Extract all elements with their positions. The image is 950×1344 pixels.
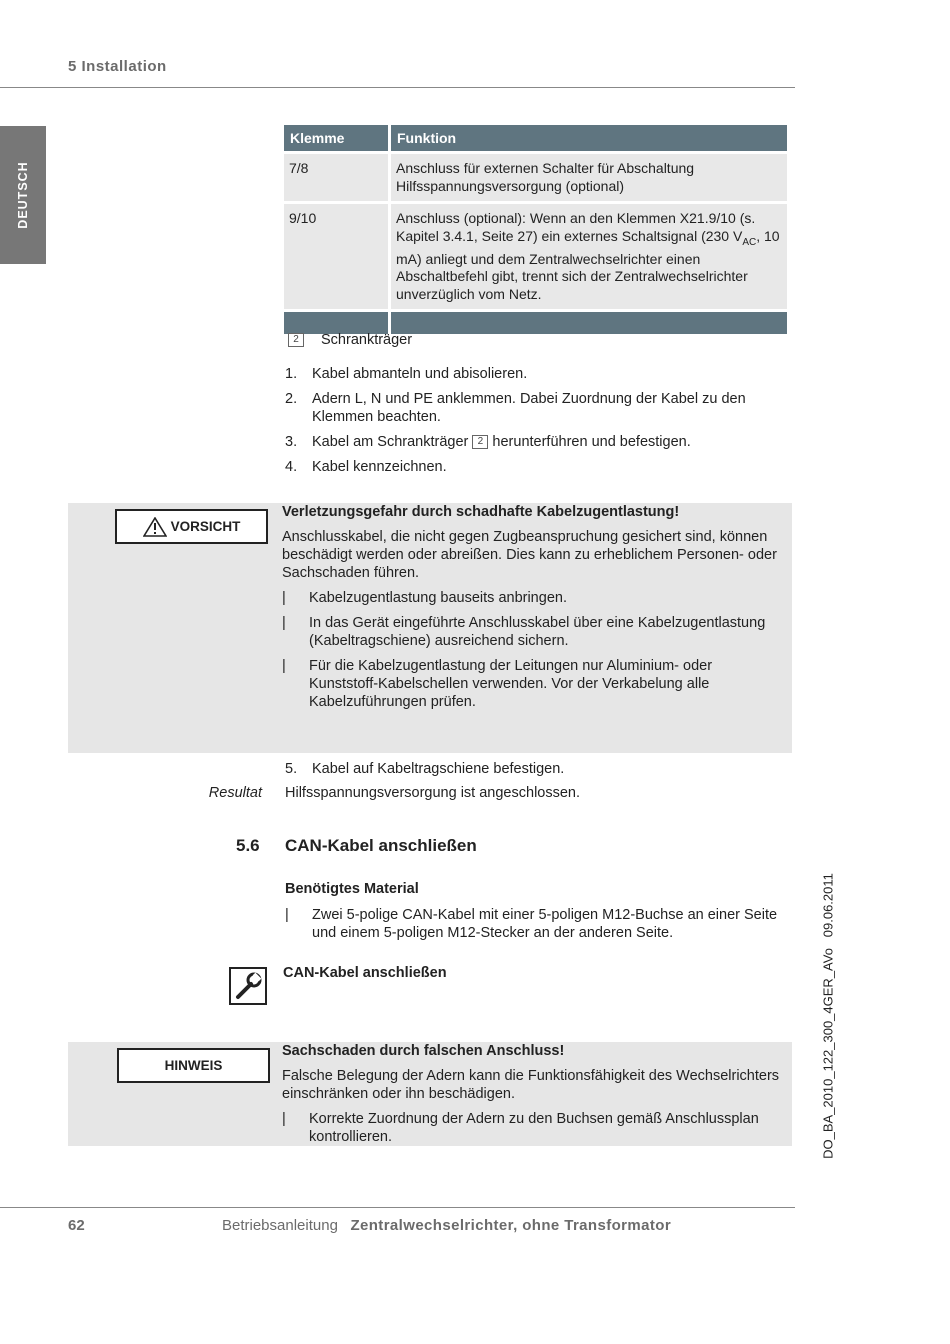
caution-badge-label: VORSICHT xyxy=(170,519,241,534)
language-tab-label: DEUTSCH xyxy=(16,161,30,229)
list-item: | Korrekte Zuordnung der Adern zu den Buchsen gemäß Anschlussplan kontrollieren. xyxy=(282,1111,759,1145)
footer-product: Zentralwechselrichter, ohne Transformator xyxy=(350,1217,672,1234)
result-label: Resultat xyxy=(208,785,262,801)
funktion-subscript: AC xyxy=(742,236,757,248)
notice-badge-label: HINWEIS xyxy=(164,1058,223,1073)
caution-title: Verletzungsgefahr durch schadhafte Kabelzugentlastung! xyxy=(282,504,680,520)
table-cell-klemme: 7/8 xyxy=(284,154,388,201)
wrench-icon xyxy=(229,967,267,1005)
notice-panel xyxy=(68,1042,792,1146)
material-heading: Benötigtes Material xyxy=(285,881,419,897)
table-header-klemme: Klemme xyxy=(284,125,388,151)
table-row xyxy=(284,204,787,309)
ref-number-box: 2 xyxy=(472,435,488,449)
chapter-heading: 5 Installation xyxy=(68,58,167,75)
step-list xyxy=(285,365,785,483)
document-id: DO_BA_2010_122_300_4GER_AVo 09.06.2011 xyxy=(820,873,836,1159)
footer-doc-type: Betriebsanleitung xyxy=(222,1217,338,1234)
list-item: | Für die Kabelzugentlastung der Leitungen nur Aluminium- oder Kunststoff-Kabelschellen verwenden. Vor der Verkabelung alle Kabelzuführungen prüfen. xyxy=(282,658,713,710)
list-item: 4. Kabel kennzeichnen. xyxy=(285,459,447,475)
section-number: 5.6 xyxy=(236,836,260,855)
list-item: 3. Kabel am Schrankträger 2 herunterführen und befestigen. xyxy=(285,434,691,450)
doc-id-wrap xyxy=(818,867,838,1165)
footer-text xyxy=(222,1217,671,1234)
caution-panel xyxy=(68,503,792,753)
legend-item xyxy=(288,332,413,348)
legend-number-box: 2 xyxy=(288,333,304,347)
material-item: | Zwei 5-polige CAN-Kabel mit einer 5-poligen M12-Buchse an einer Seite und einem 5-poligen M12-Stecker an der anderen Seite. xyxy=(285,907,778,941)
header-rule xyxy=(0,87,795,88)
footer-rule xyxy=(0,1207,795,1208)
terminal-table xyxy=(281,122,790,337)
table-header-funktion: Funktion xyxy=(391,125,787,151)
task-heading: CAN-Kabel anschließen xyxy=(283,965,447,981)
list-item: | In das Gerät eingeführte Anschlusskabel über eine Kabelzugentlastung (Kabeltragschiene) ausreichend sichern. xyxy=(282,615,766,649)
list-item: 2. Adern L, N und PE anklemmen. Dabei Zuordnung der Kabel zu den Klemmen beachten. xyxy=(285,391,746,425)
table-cell-funktion: Anschluss für externen Schalter für Abschaltung Hilfsspannungsversorgung (optional) xyxy=(391,154,787,201)
legend-label: Schrankträger xyxy=(321,332,413,348)
funktion-text-a: Anschluss (optional): Wenn an den Klemmen X21.9/10 (s. Kapitel 3.4.1, Seite 27) ein externes Schaltsignal (230 V xyxy=(396,210,756,244)
table-cell-klemme: 9/10 xyxy=(284,204,388,309)
language-tab xyxy=(0,126,46,264)
warning-triangle-icon xyxy=(143,517,167,537)
notice-badge xyxy=(117,1048,270,1083)
notice-text: Falsche Belegung der Adern kann die Funktionsfähigkeit des Wechselrichters einschränken oder ihn beschädigen. xyxy=(282,1068,780,1102)
notice-title: Sachschaden durch falschen Anschluss! xyxy=(282,1043,565,1059)
table-row xyxy=(284,154,787,201)
step-5: 5. Kabel auf Kabeltragschiene befestigen. xyxy=(285,761,565,777)
table-footer-row xyxy=(284,312,787,334)
page-number: 62 xyxy=(68,1217,85,1234)
result-text: Hilfsspannungsversorgung ist angeschlossen. xyxy=(285,785,581,801)
caution-badge xyxy=(115,509,268,544)
list-item: | Kabelzugentlastung bauseits anbringen. xyxy=(282,590,567,606)
section-title: CAN-Kabel anschließen xyxy=(285,836,477,855)
notice-body xyxy=(282,1042,782,1153)
terminal-table-wrap xyxy=(284,125,793,334)
table-cell-funktion xyxy=(391,204,787,309)
funktion-text-b: , 10 mA) anliegt und dem Zentralwechselrichter einen Abschaltbefehl gibt, trennt sich der Zentralwechselrichter unverzüglich vom Netz. xyxy=(396,227,780,302)
caution-text: Anschlusskabel, die nicht gegen Zugbeanspruchung gesichert sind, können beschädigt werden oder abreißen. Dies kann zu erheblichem Personen- oder Sachschaden führen. xyxy=(282,529,777,581)
caution-body xyxy=(282,503,782,718)
list-item: 1. Kabel abmanteln und abisolieren. xyxy=(285,366,528,382)
